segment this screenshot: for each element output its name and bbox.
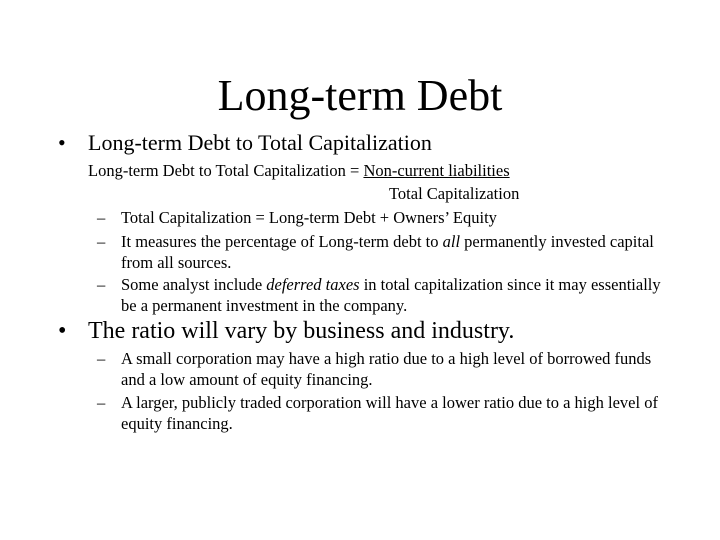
bullet-marker: • [58,130,66,155]
subitem-2-pre: It measures the percentage of Long-term debt to [121,232,443,251]
subitem-3-pre: Some analyst include [121,275,267,294]
subitem-3-emphasis: deferred taxes [266,275,360,294]
subitem-2-emphasis: all [442,232,461,251]
dash-marker: – [97,349,106,368]
subitem-3-post: in total capitalization since it may essentially be a permanent investment in the company. [121,275,661,315]
dash-marker: – [97,393,106,412]
dash-marker: – [97,232,106,251]
dash-marker: – [97,208,106,227]
bullet-2-text: The ratio will vary by business and industry. [88,318,515,344]
formula-numerator: Non-current liabilities [363,161,510,180]
dash-marker: – [97,275,106,294]
bullet-1-text: Long-term Debt to Total Capitalization [88,130,432,155]
formula-line [88,160,510,182]
subitem-2-text [121,231,666,273]
subitem-5-text: A larger, publicly traded corporation will have a lower ratio due to a high level of equity financing. [121,393,658,433]
formula-denominator: Total Capitalization [389,184,520,203]
subitem-1-text: Total Capitalization = Long-term Debt + Owners’ Equity [121,208,497,227]
subitem-3-text [121,274,666,316]
formula-lhs: Long-term Debt to Total Capitalization = [88,161,364,180]
subitem-2-post: permanently invested capital from all sources. [121,232,654,272]
bullet-marker: • [58,318,67,344]
slide-title: Long-term Debt [217,71,503,120]
subitem-4-text: A small corporation may have a high ratio due to a high level of borrowed funds and a low amount of equity financing. [121,349,652,389]
